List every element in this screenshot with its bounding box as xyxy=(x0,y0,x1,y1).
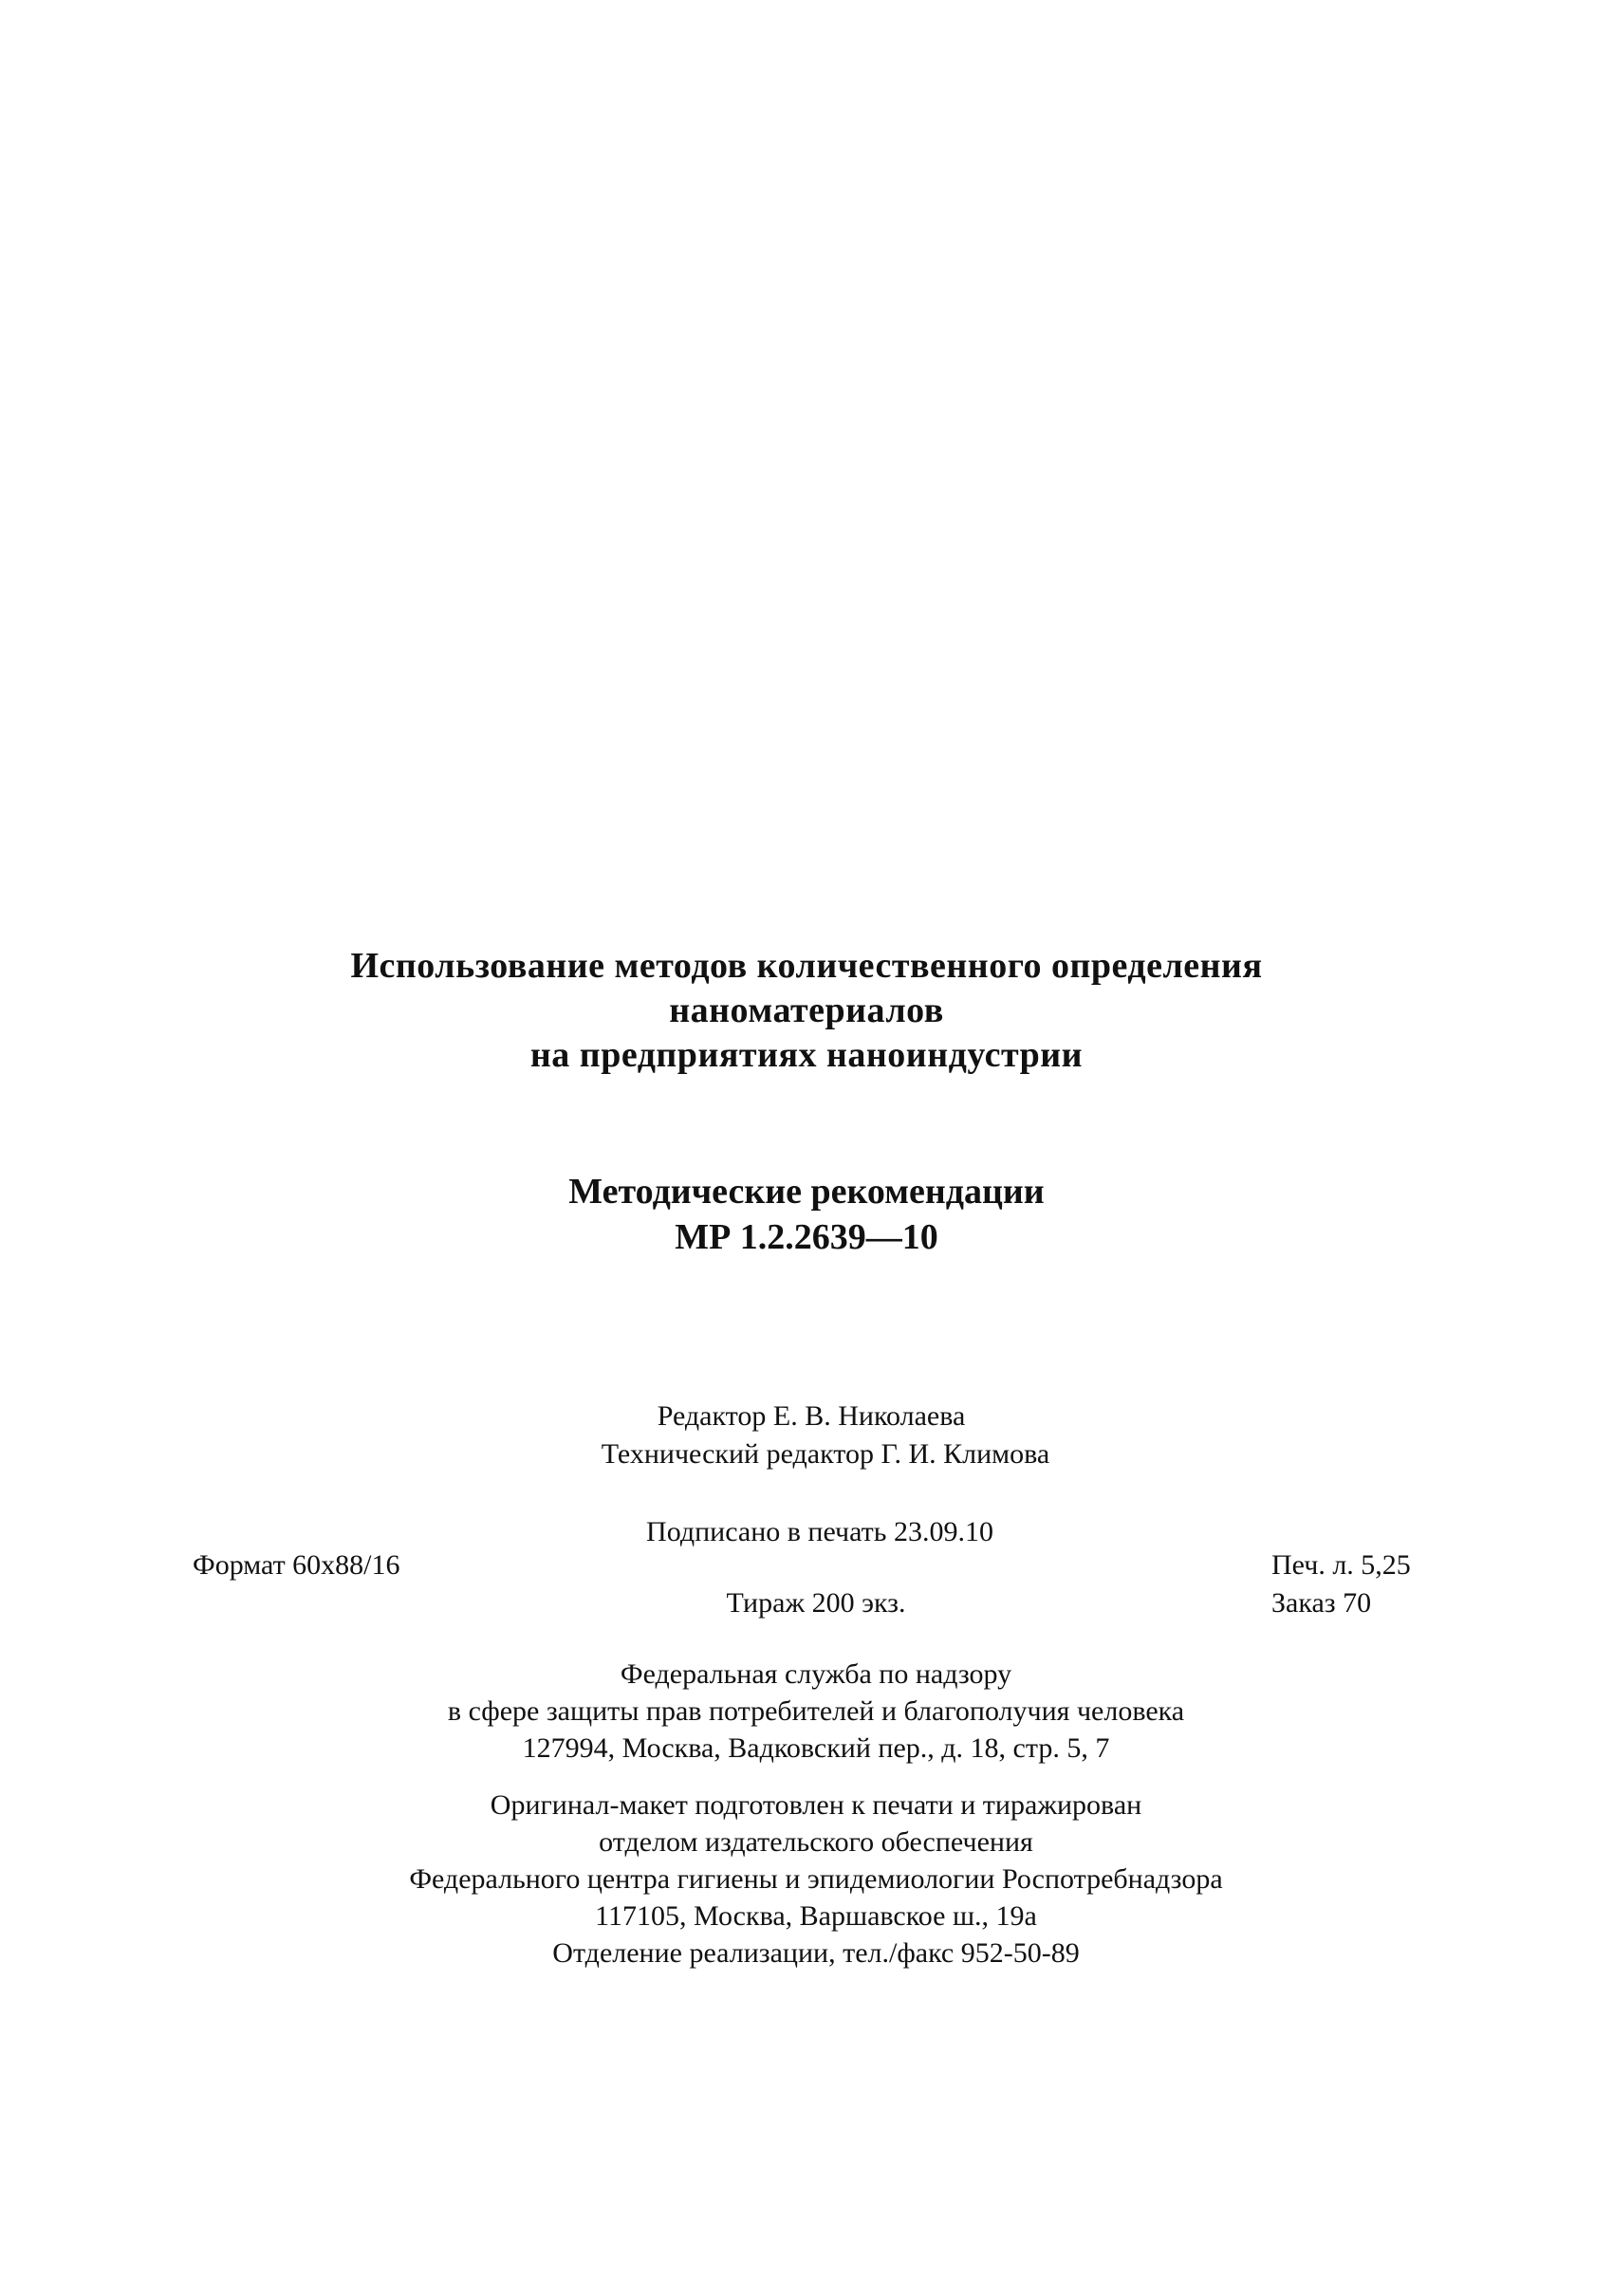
signed-to-print-text: Подписано в печать 23.09.10 xyxy=(646,1516,993,1547)
printer-line-2: отделом издательского обеспечения xyxy=(599,1826,1033,1858)
paper-format: Формат 60x88/16 xyxy=(193,1549,400,1581)
publisher-address: 127994, Москва, Вадковский пер., д. 18, стр. 5, 7 xyxy=(522,1732,1110,1764)
editor-credit: Редактор Е. В. Николаева xyxy=(657,1400,966,1432)
print-sheets: Печ. л. 5,25 xyxy=(1271,1549,1411,1581)
title-line-1: Использование методов количественного определения xyxy=(350,946,1263,986)
signed-to-print xyxy=(0,1513,1613,1551)
order-number: Заказ 70 xyxy=(1271,1587,1372,1619)
subtitle-line-1: Методические рекомендации xyxy=(568,1172,1045,1212)
title-line-2: наноматериалов xyxy=(669,991,944,1030)
document-title xyxy=(0,944,1613,1078)
publisher-line-1: Федеральная служба по надзору xyxy=(620,1658,1012,1690)
circulation-text: Тираж 200 экз. xyxy=(726,1587,906,1619)
sales-contact: Отделение реализации, тел./факс 952-50-89 xyxy=(552,1937,1080,1969)
printer-block xyxy=(0,1787,1613,1972)
printer-line-1: Оригинал-макет подготовлен к печати и тиражирован xyxy=(490,1789,1142,1821)
publisher-line-2: в сфере защиты прав потребителей и благополучия человека xyxy=(447,1695,1185,1727)
printer-address: 117105, Москва, Варшавское ш., 19а xyxy=(595,1900,1037,1932)
technical-editor-credit: Технический редактор Г. И. Климова xyxy=(601,1438,1050,1470)
document-number: МР 1.2.2639—10 xyxy=(675,1217,938,1257)
printer-line-3: Федерального центра гигиены и эпидемиологии Роспотребнадзора xyxy=(409,1863,1223,1895)
document-subtitle xyxy=(0,1169,1613,1260)
credits xyxy=(0,1398,1613,1473)
publisher-block xyxy=(0,1656,1613,1767)
title-line-3: на предприятиях наноиндустрии xyxy=(529,1035,1084,1075)
